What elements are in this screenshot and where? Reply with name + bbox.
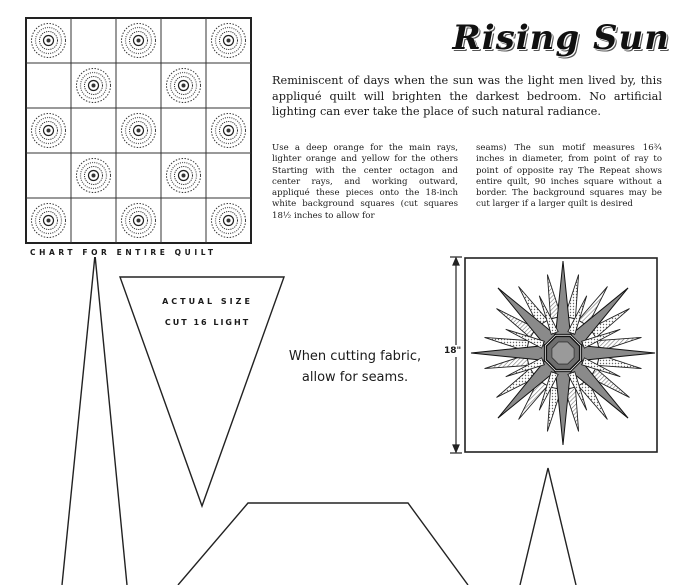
actual-size-ray-piece bbox=[120, 277, 284, 506]
instructions-column-2: seams) The sun motif measures 16¾ inches in diameter, from point of ray to point of opposite ray The Repeat shows entire quilt, 90 inches square without a border. The background squares may be cut larger if a larger quilt is desired bbox=[476, 143, 662, 210]
octagon-piece-outline bbox=[178, 503, 468, 585]
block-dimension-label: 18" bbox=[444, 346, 462, 356]
chart-caption: CHART FOR ENTIRE QUILT bbox=[30, 248, 252, 257]
center-octagon-inner bbox=[552, 342, 574, 364]
actual-size-label: ACTUAL SIZE bbox=[162, 297, 253, 306]
seam-allowance-note: When cutting fabric, allow for seams. bbox=[288, 349, 422, 385]
instructions-column-1: Use a deep orange for the main rays, lighter orange and yellow for the others Starting with the center octagon and center rays, and working outward, appliqué these pieces onto the 18-inch white background squares (cut squares 18½ inches to allow for bbox=[272, 143, 458, 221]
short-ray-piece-outline bbox=[520, 468, 576, 585]
quilt-chart bbox=[26, 18, 251, 243]
page-title: Rising Sun bbox=[452, 18, 670, 58]
cut-count-label: CUT 16 LIGHT bbox=[164, 318, 251, 327]
intro-paragraph: Reminiscent of days when the sun was the light men lived by, this appliqué quilt will brighten the darkest bedroom. No artificial lighting can ever take the place of such natural radiance. bbox=[272, 74, 662, 118]
rising-sun-block bbox=[465, 258, 657, 452]
tall-ray-piece-outline bbox=[62, 255, 127, 585]
